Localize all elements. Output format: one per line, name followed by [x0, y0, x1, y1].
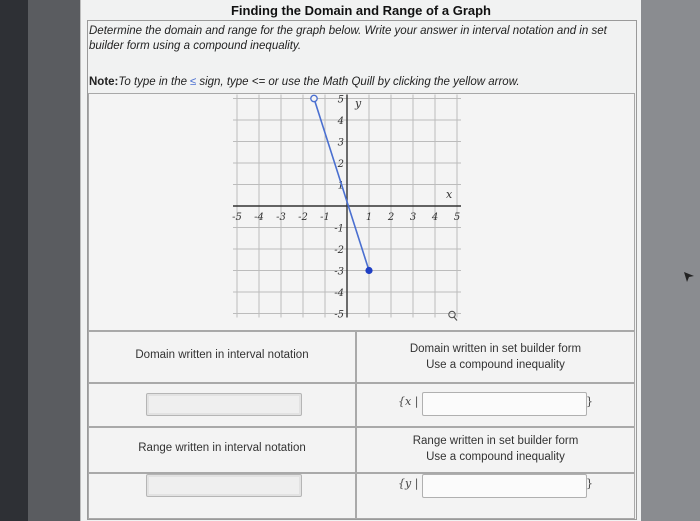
closed-endpoint: [365, 267, 372, 274]
range-interval-label-cell: [88, 427, 356, 473]
y-axis-label: y: [355, 97, 362, 111]
x-tick-label: -5: [232, 212, 242, 223]
photo-left-edge: [0, 0, 28, 521]
y-tick-label: 3: [337, 137, 344, 149]
y-tick-label: 5: [337, 94, 344, 106]
note-after: sign, type <= or use the Math Quill by clicking the yellow arrow.: [199, 76, 520, 88]
x-tick-label: -2: [298, 212, 308, 223]
coordinate-graph: [232, 94, 482, 330]
domain-set-label-line1: Domain written in set builder form: [409, 343, 582, 355]
x-tick-label: -3: [276, 212, 286, 223]
x-tick-label: 4: [431, 212, 439, 223]
x-tick-label: 2: [387, 212, 395, 223]
axes: [233, 95, 461, 318]
domain-set-label-cell: [356, 331, 635, 383]
x-tick-label: -1: [320, 212, 330, 223]
note-label: Note:: [89, 76, 119, 88]
mouse-pointer-icon: [682, 270, 696, 284]
range-set-input[interactable]: [422, 474, 587, 498]
graph-panel: [88, 93, 635, 331]
x-axis-label: x: [446, 188, 453, 201]
open-endpoint: [311, 95, 317, 101]
magnifier-lens: [449, 311, 455, 317]
y-tick-label: -1: [334, 223, 344, 235]
range-set-label-line2: Use a compound inequality: [426, 451, 565, 463]
domain-interval-label: Domain written in interval notation: [135, 349, 309, 361]
leq-symbol: ≤: [190, 76, 197, 88]
domain-set-suffix: }: [586, 395, 593, 408]
photo-left-margin: [28, 0, 80, 521]
y-tick-label: 1: [337, 180, 344, 192]
x-tick-label: -4: [254, 212, 264, 223]
domain-interval-input-cell: [88, 383, 356, 427]
domain-set-input-cell: [356, 383, 635, 427]
y-tick-label: -5: [334, 309, 344, 321]
note-before: To type in the: [118, 76, 188, 88]
y-tick-label: -3: [334, 266, 344, 278]
domain-set-label-line2: Use a compound inequality: [426, 359, 565, 371]
domain-set-input[interactable]: [422, 392, 587, 416]
range-set-prefix: {y |: [398, 477, 419, 490]
note-line: [89, 76, 520, 88]
range-set-suffix: }: [586, 477, 593, 490]
x-tick-label: 3: [409, 212, 417, 223]
worksheet-page: [80, 0, 641, 521]
instructions-text: Determine the domain and range for the graph below. Write your answer in interval notation and in set builder form using a compound inequality.: [89, 25, 607, 52]
domain-set-prefix: {x |: [398, 395, 419, 408]
x-tick-label: 1: [365, 212, 373, 223]
domain-interval-label-cell: [88, 331, 356, 383]
domain-interval-input[interactable]: [146, 393, 302, 416]
photo-right-margin: [640, 0, 700, 521]
range-interval-input-cell: [88, 473, 356, 519]
range-interval-label: Range written in interval notation: [138, 442, 306, 454]
y-tick-label: -4: [334, 288, 344, 299]
range-interval-input[interactable]: [146, 474, 302, 497]
magnifier-handle: [454, 317, 457, 321]
y-tick-label: -2: [334, 245, 344, 256]
page-title: Finding the Domain and Range of a Graph: [230, 3, 491, 18]
tick-labels: [232, 95, 460, 321]
y-tick-label: 4: [337, 116, 344, 127]
range-set-label-line1: Range written in set builder form: [412, 435, 579, 447]
range-set-label-cell: [356, 427, 635, 473]
answer-table: [88, 331, 633, 519]
magnifier-icon: [449, 311, 457, 320]
x-tick-label: 5: [453, 212, 461, 223]
range-set-input-cell: [356, 473, 635, 519]
y-tick-label: 2: [337, 159, 344, 170]
